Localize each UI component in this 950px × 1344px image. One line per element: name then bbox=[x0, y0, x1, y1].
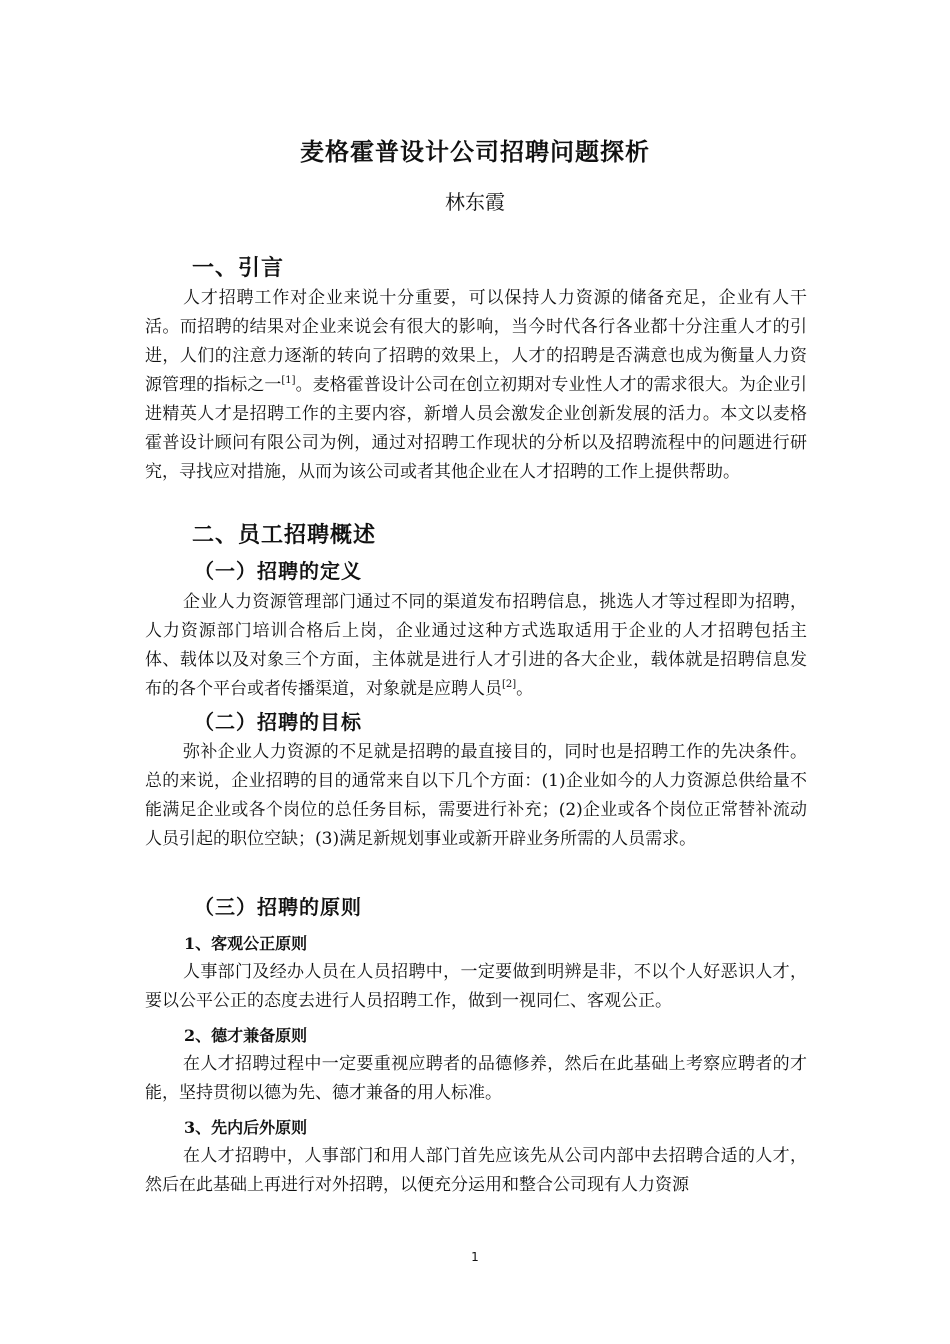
introduction-paragraph bbox=[145, 284, 807, 487]
introduction-text-b: 。麦格霍普设计公司在创立初期对专业性人才的需求很大。为企业引进精英人才是招聘工作的主要内容，新增人员会激发企业创新发展的活力。本文以麦格霍普设计顾问有限公司为例，通过对招聘工作现状的分析以及招聘流程中的问题进行研究，寻找应对措施，从而为该公司或者其他企业在人才招聘的工作上提供帮助。 bbox=[145, 375, 808, 482]
principle-text-virtue-and-talent: 在人才招聘过程中一定要重视应聘者的品德修养，然后在此基础上考察应聘者的才能，坚持贯彻以德为先、德才兼备的用人标准。 bbox=[145, 1054, 807, 1103]
citation-ref-1: [1] bbox=[281, 375, 296, 386]
section-heading-introduction: 一、引言 bbox=[192, 255, 285, 281]
subsection-heading-definition: （一）招聘的定义 bbox=[194, 559, 362, 583]
principle-heading-internal-first: 3、先内后外原则 bbox=[184, 1118, 308, 1137]
goals-paragraph: 弥补企业人力资源的不足就是招聘的最直接目的，同时也是招聘工作的先决条件。总的来说，企业招聘的目的通常来自以下几个方面：(1)企业如今的人力资源总供给量不能满足企业或各个岗位的总任务目标，需要进行补充；(2)企业或各个岗位正常替补流动人员引起的职位空缺；(3)满足新规划事业或新开辟业务所需的人员需求。 bbox=[145, 742, 807, 849]
principle-heading-virtue-and-talent: 2、德才兼备原则 bbox=[184, 1026, 308, 1045]
document-title: 麦格霍普设计公司招聘问题探析 bbox=[300, 137, 650, 166]
principle-text-internal-first: 在人才招聘中，人事部门和用人部门首先应该先从公司内部中去招聘合适的人才，然后在此基础上再进行对外招聘，以便充分运用和整合公司现有人力资源 bbox=[145, 1146, 807, 1195]
definition-text-a: 企业人力资源管理部门通过不同的渠道发布招聘信息，挑选人才等过程即为招聘，人力资源部门培训合格后上岗，企业通过这种方式选取适用于企业的人才招聘包括主体、载体以及对象三个方面，主体就是进行人才引进的各大企业，载体就是招聘信息发布的各个平台或者传播渠道，对象就是应聘人员 bbox=[145, 592, 807, 699]
definition-text-b: 。 bbox=[516, 679, 534, 699]
subsection-heading-goals: （二）招聘的目标 bbox=[194, 710, 362, 734]
page-number: 1 bbox=[471, 1250, 479, 1264]
introduction-text-a: 人才招聘工作对企业来说十分重要，可以保持人力资源的储备充足，企业有人干活。而招聘的结果对企业来说会有很大的影响，当今时代各行各业都十分注重人才的引进，人们的注意力逐渐的转向了招聘的效果上，人才的招聘是否满意也成为衡量人力资源管理的指标之一 bbox=[145, 288, 807, 395]
definition-paragraph bbox=[145, 588, 807, 704]
principle-heading-objective-fairness: 1、客观公正原则 bbox=[184, 934, 308, 953]
citation-ref-2: [2] bbox=[502, 679, 517, 690]
subsection-heading-principles: （三）招聘的原则 bbox=[194, 895, 362, 919]
principle-text-objective-fairness: 人事部门及经办人员在人员招聘中，一定要做到明辨是非，不以个人好恶识人才，要以公平公正的态度去进行人员招聘工作，做到一视同仁、客观公正。 bbox=[145, 962, 807, 1011]
document-author: 林东霞 bbox=[445, 190, 505, 214]
section-heading-recruitment-overview: 二、员工招聘概述 bbox=[192, 522, 377, 548]
